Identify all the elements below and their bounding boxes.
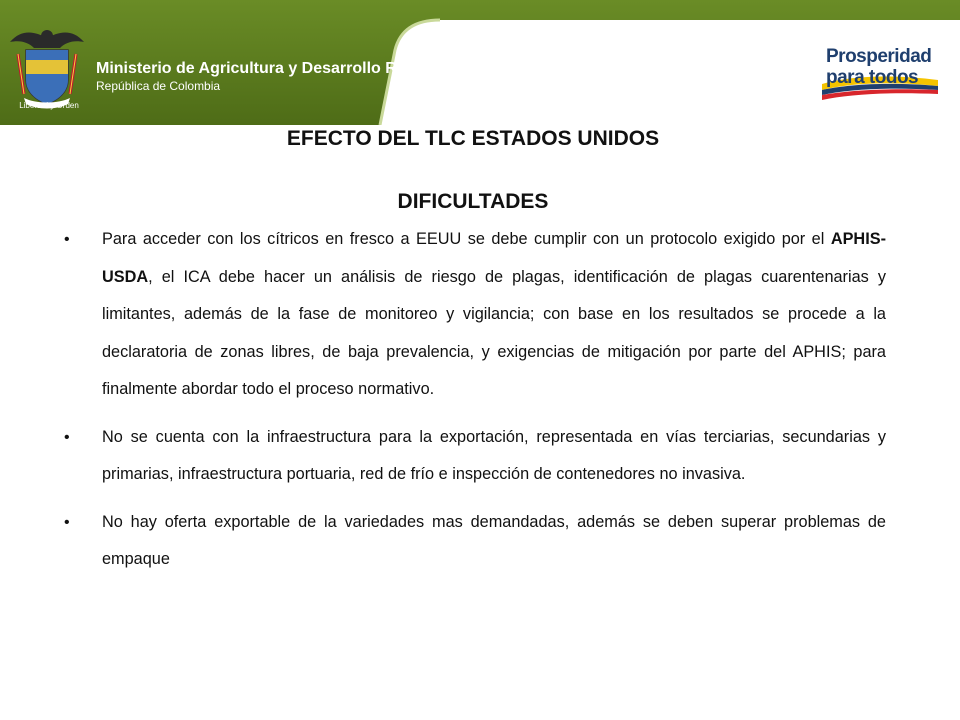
list-item <box>64 419 886 494</box>
list-item <box>64 221 886 409</box>
ministry-subtitle: República de Colombia <box>96 79 221 93</box>
list-item <box>64 504 886 579</box>
logo-text-line1: Prosperidad <box>826 46 932 67</box>
crest-motto: Libertad y Orden <box>19 101 79 110</box>
bullet-text-pre: Para acceder con los cítricos en fresco a EEUU se debe cumplir con un protocolo exigido por el <box>102 230 831 248</box>
bullet-text: No hay oferta exportable de la variedades mas demandadas, además se deben superar problemas de empaque <box>102 512 886 568</box>
bullet-icon: • <box>64 428 70 446</box>
bullet-icon: • <box>64 231 70 248</box>
bullet-text: No se cuenta con la infraestructura para la exportación, representada en vías terciarias, secundarias y primarias, infraestructura portuaria, red de frío e inspección de contenedores no invasiva. <box>102 427 886 483</box>
logo-text-line2: para todos <box>826 67 919 88</box>
bullet-icon: • <box>64 513 70 531</box>
ministry-name: Ministerio de Agricultura y Desarrollo Rural <box>96 60 427 77</box>
page-title: EFECTO DEL TLC ESTADOS UNIDOS <box>286 127 660 150</box>
section-title: DIFICULTADES <box>397 190 549 213</box>
difficulties-list <box>64 221 886 589</box>
bullet-text-bold: APHIS-USDA <box>102 230 886 286</box>
bullet-text-post: , el ICA debe hacer un análisis de riesgo de plagas, identificación de plagas cuarentenarias y limitantes, además de la fase de monitoreo y vigilancia; con base en los resultados se procede a la declaratoria de zonas libres, de baja prevalencia, y exigencias de mitigación por parte del APHIS; para finalmente abordar todo el proceso normativo. <box>102 267 886 398</box>
